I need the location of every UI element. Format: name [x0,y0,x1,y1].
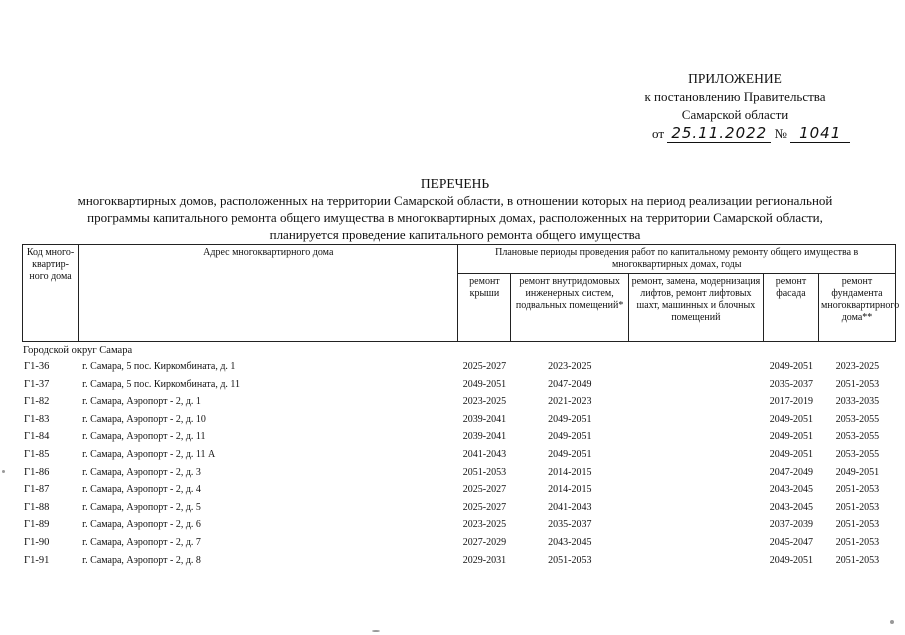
table-header [22,244,900,342]
row-foundation: 2053-2055 [835,431,880,443]
row-address: г. Самара, Аэропорт - 2, д. 4 [82,484,201,496]
row-foundation: 2051-2053 [835,378,880,390]
row-engineering: 2014-2015 [548,466,592,478]
appendix-date-line [652,124,870,143]
district-label: Городской округ Самара [23,345,133,356]
header-lifts: ремонт, замена, модернизация лифтов, ремонт лифтовых шахт, машинных и блочных помещений [628,274,763,342]
table-row [22,446,896,464]
appendix-line-region: Самарской области [681,107,789,122]
row-code: Г1-91 [24,554,50,566]
buildings-table [22,244,900,569]
header-roof: ремонт крыши [458,274,511,342]
row-address: г. Самара, Аэропорт - 2, д. 11 А [82,448,216,460]
row-engineering: 2049-2051 [548,448,592,460]
row-code: Г1-84 [24,431,50,443]
title-line-1: многоквартирных домов, расположенных на территории Самарской области, в отношении которых на период реализации региональной [77,193,833,208]
appendix-title: ПРИЛОЖЕНИЕ [688,71,782,86]
row-address: г. Самара, Аэропорт - 2, д. 7 [82,536,201,548]
row-roof: 2041-2043 [462,448,507,460]
row-roof: 2023-2025 [462,396,507,408]
row-foundation: 2023-2025 [835,361,880,372]
row-facade: 2049-2051 [769,448,814,460]
table-row [22,464,896,482]
row-code: Г1-88 [24,501,50,513]
row-lifts [629,499,764,517]
title-line-3: планируется проведение капитального ремонта общего имущества [269,227,641,242]
row-lifts [629,446,764,464]
row-address: г. Самара, Аэропорт - 2, д. 8 [82,554,201,566]
row-engineering: 2049-2051 [548,431,592,443]
row-engineering: 2047-2049 [548,378,592,390]
table-row [22,393,896,411]
row-engineering: 2051-2053 [548,554,592,566]
table-row [22,552,896,570]
row-engineering: 2021-2023 [548,396,592,408]
row-facade: 2043-2045 [769,484,814,496]
table-row [22,499,896,517]
row-facade: 2045-2047 [769,536,814,548]
row-roof: 2049-2051 [462,378,507,390]
row-foundation: 2049-2051 [835,466,880,478]
row-foundation: 2051-2053 [835,536,880,548]
row-facade: 2035-2037 [769,378,814,390]
row-foundation: 2051-2053 [835,484,880,496]
row-facade: 2043-2045 [769,501,814,513]
table-body [22,358,896,569]
row-engineering: 2049-2051 [548,413,592,425]
header-facade: ремонт фасада [763,274,818,342]
date-prefix: от [652,126,665,141]
row-engineering: 2014-2015 [548,484,592,496]
row-foundation: 2051-2053 [835,554,880,566]
row-lifts [629,534,764,552]
table-row [22,534,896,552]
table-row [22,358,896,376]
table-row [22,481,896,499]
header-code: Код много-квартир-ного дома [23,245,79,342]
row-roof: 2039-2041 [462,413,507,425]
row-address: г. Самара, Аэропорт - 2, д. 11 [82,431,206,443]
row-lifts [629,393,764,411]
row-code: Г1-82 [24,396,50,408]
row-roof: 2025-2027 [462,501,507,513]
row-facade: 2049-2051 [769,554,814,566]
row-facade: 2037-2039 [769,519,814,531]
row-engineering: 2041-2043 [548,501,592,513]
scan-speck [890,620,894,624]
row-engineering: 2023-2025 [548,361,592,372]
row-foundation: 2051-2053 [835,501,880,513]
row-roof: 2023-2025 [462,519,507,531]
row-foundation: 2033-2035 [835,396,880,408]
header-engineering: ремонт внутридомовых инженерных систем, подвальных помещений* [511,274,628,342]
row-code: Г1-37 [24,378,50,390]
row-address: г. Самара, Аэропорт - 2, д. 5 [82,501,201,513]
row-lifts [629,516,764,534]
row-foundation: 2051-2053 [835,519,880,531]
row-lifts [629,358,764,376]
scan-speck [372,630,380,632]
row-roof: 2025-2027 [462,361,507,372]
row-roof: 2029-2031 [462,554,507,566]
row-lifts [629,411,764,429]
row-engineering: 2043-2045 [548,536,592,548]
appendix-block [600,70,870,143]
row-code: Г1-90 [24,536,50,548]
header-foundation: ремонт фундамента многоквартирного дома** [819,274,896,342]
row-lifts [629,428,764,446]
row-lifts [629,464,764,482]
row-address: г. Самара, Аэропорт - 2, д. 3 [82,466,201,478]
row-code: Г1-85 [24,448,50,460]
row-address: г. Самара, Аэропорт - 2, д. 1 [82,396,201,408]
row-roof: 2039-2041 [462,431,507,443]
number-sign: № [774,126,787,141]
row-address: г. Самара, Аэропорт - 2, д. 10 [82,413,206,425]
document-title [20,175,890,243]
row-facade: 2049-2051 [769,431,814,443]
row-foundation: 2053-2055 [835,413,880,425]
table-row [22,516,896,534]
table-row [22,411,896,429]
row-lifts [629,376,764,394]
appendix-line-resolution: к постановлению Правительства [644,89,826,104]
row-roof: 2027-2029 [462,536,507,548]
row-code: Г1-86 [24,466,50,478]
title-main: ПЕРЕЧЕНЬ [420,176,490,191]
row-facade: 2049-2051 [769,413,814,425]
header-address: Адрес многоквартирного дома [79,245,458,342]
row-facade: 2049-2051 [769,361,814,372]
table-row [22,376,896,394]
row-roof: 2025-2027 [462,484,507,496]
scan-speck [2,470,5,473]
row-engineering: 2035-2037 [548,519,592,531]
row-roof: 2051-2053 [462,466,507,478]
row-facade: 2017-2019 [769,396,814,408]
row-address: г. Самара, 5 пос. Киркомбината, д. 11 [82,378,241,390]
title-line-2: программы капитального ремонта общего имущества в многоквартирных домах, расположенных на территории Самарской области, [87,210,823,225]
row-facade: 2047-2049 [769,466,814,478]
row-code: Г1-87 [24,484,50,496]
row-lifts [629,552,764,570]
row-code: Г1-89 [24,519,50,531]
handwritten-number: 1041 [790,124,850,143]
header-periods: Плановые периоды проведения работ по капитальному ремонту общего имущества в многоквартирных домах, годы [458,245,896,274]
row-code: Г1-83 [24,413,50,425]
row-foundation: 2053-2055 [835,448,880,460]
row-address: г. Самара, Аэропорт - 2, д. 6 [82,519,201,531]
row-address: г. Самара, 5 пос. Киркомбината, д. 1 [82,361,236,372]
table-row [22,428,896,446]
row-code: Г1-36 [24,361,50,372]
handwritten-date: 25.11.2022 [667,124,771,143]
row-lifts [629,481,764,499]
